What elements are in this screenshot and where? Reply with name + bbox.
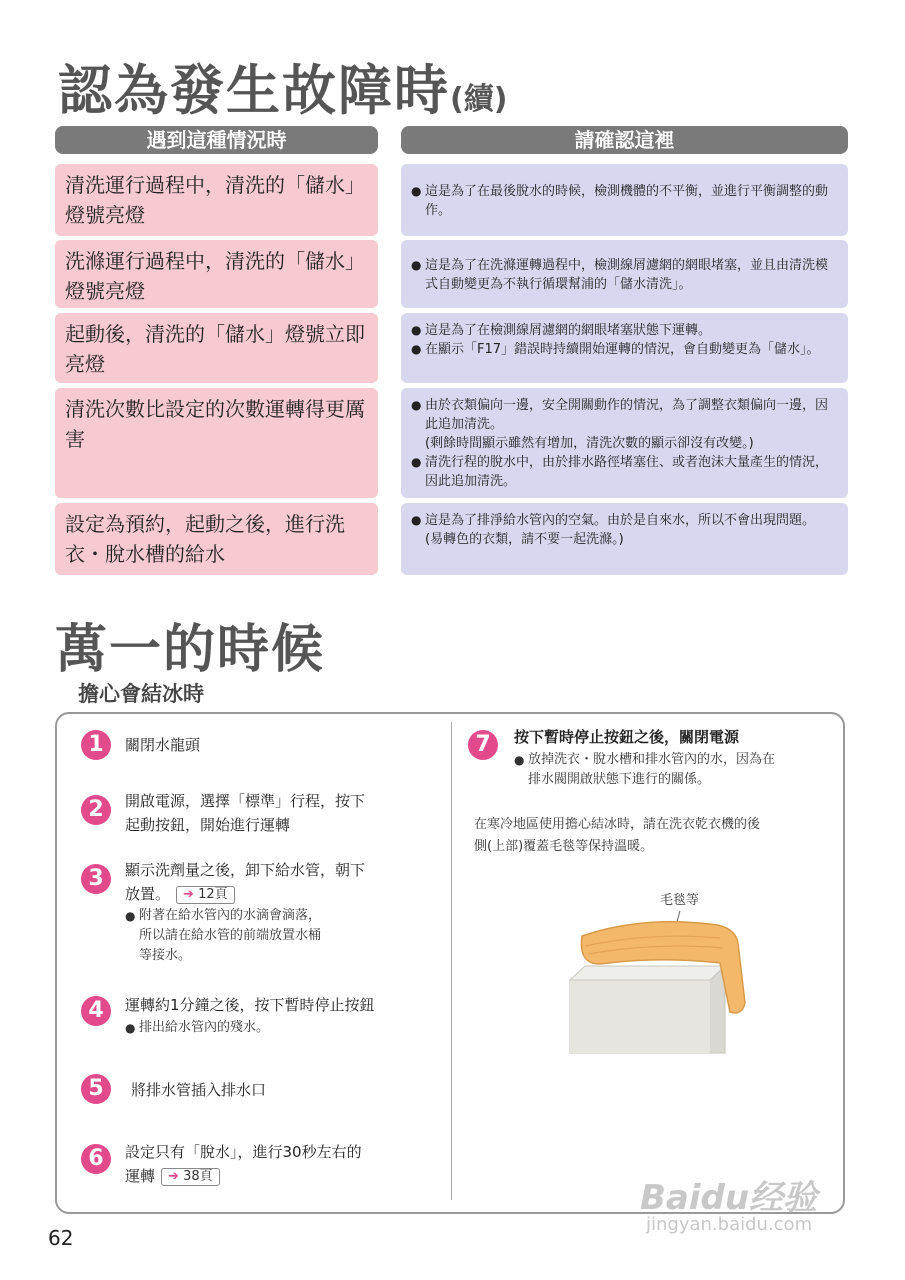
page-ref-label: 12頁 — [198, 886, 228, 902]
arrow-right-icon: ➔ — [168, 1168, 179, 1184]
note-item: ● 這是為了在檢測線屑濾網的網眼堵塞狀態下運轉。 — [411, 321, 838, 340]
step-number: 3 — [81, 864, 111, 894]
note-item: ● 清洗行程的脫水中，由於排水路徑堵塞住、或者泡沫大量產生的情況，因此追加清洗。 — [411, 453, 838, 491]
note-line: ● 排出給水管內的殘水。 — [125, 1018, 269, 1038]
step-number: 4 — [81, 996, 111, 1026]
step-text — [125, 1140, 362, 1188]
note-item: ● 這是為了排淨給水管內的空氣。由於是自來水，所以不會出現問題。 — [411, 511, 838, 530]
section-subtitle: 擔心會結冰時 — [78, 682, 204, 706]
page-ref — [161, 1168, 220, 1186]
title-cont: (續) — [450, 82, 508, 117]
step-line: 運轉 — [125, 1167, 156, 1185]
note-extra: (剩餘時間顯示雖然有增加，清洗次數的顯示卻沒有改變。) — [425, 436, 754, 451]
step-line: 設定只有「脫水」，進行30秒左右的 — [125, 1143, 362, 1161]
left-column-header: 遇到這種情況時 — [55, 126, 378, 154]
check-cell — [401, 313, 848, 383]
note-line: 等接水。 — [139, 948, 192, 963]
step-line: 起動按鈕，開始進行運轉 — [125, 816, 291, 834]
step-note — [125, 1018, 269, 1038]
cold-region-note — [474, 814, 760, 858]
step-text — [125, 789, 365, 837]
right-column-header: 請確認這裡 — [401, 126, 848, 154]
note-item: ● 由於衣類偏向一邊，安全開關動作的情況，為了調整衣類偏向一邊，因此追加清洗。 — [411, 396, 838, 434]
washer-blanket-illustration — [560, 908, 760, 1058]
watermark-url: jingyan.baidu.com — [646, 1214, 813, 1235]
arrow-right-icon: ➔ — [183, 886, 194, 902]
note-line: 排水閥開啟狀態下進行的關係。 — [528, 772, 711, 787]
step-number: 7 — [468, 730, 498, 760]
page-ref-label: 38頁 — [183, 1168, 213, 1184]
note-line: ● 附著在給水管內的水滴會滴落， — [125, 906, 321, 926]
step-line: 放置。 — [125, 885, 171, 903]
section-title: 萬一的時候 — [55, 620, 326, 680]
check-cell — [401, 388, 848, 498]
check-cell — [401, 164, 848, 236]
step-number: 1 — [81, 730, 111, 760]
note-item: ● 在顯示「F17」錯誤時持續開始運轉的情況，會自動變更為「儲水」。 — [411, 340, 838, 359]
step-note — [125, 906, 321, 966]
page-title — [58, 48, 507, 125]
step-number: 2 — [81, 795, 111, 825]
blanket-label: 毛毯等 — [660, 893, 700, 908]
situation-cell: 起動後，清洗的「儲水」燈號立即亮燈 — [55, 313, 378, 383]
title-main: 認為發生故障時 — [58, 59, 450, 122]
page-number: 62 — [48, 1226, 74, 1250]
check-cell — [401, 240, 848, 308]
page-ref — [176, 886, 235, 904]
check-cell — [401, 503, 848, 575]
note-line: ● 放掉洗衣・脫水槽和排水管內的水，因為在 — [514, 750, 775, 770]
situation-cell: 清洗運行過程中，清洗的「儲水」燈號亮燈 — [55, 164, 378, 236]
step-text: 將排水管插入排水口 — [131, 1081, 267, 1099]
situation-cell: 洗滌運行過程中，清洗的「儲水」燈號亮燈 — [55, 240, 378, 308]
step-number: 6 — [81, 1144, 111, 1174]
note-line: 側(上部)覆蓋毛毯等保持溫暖。 — [474, 839, 654, 854]
step-note — [514, 750, 775, 790]
step-text — [125, 858, 365, 906]
note-extra: (易轉色的衣類，請不要一起洗滌。) — [425, 532, 624, 547]
panel-divider — [451, 722, 452, 1200]
step-text: 運轉約1分鐘之後，按下暫時停止按鈕 — [125, 996, 375, 1014]
situation-cell: 清洗次數比設定的次數運轉得更厲害 — [55, 388, 378, 498]
note-item: ● 這是為了在最後脫水的時候，檢測機體的不平衡，並進行平衡調整的動作。 — [411, 182, 838, 220]
note-line: 所以請在給水管的前端放置水桶 — [139, 928, 322, 943]
note-item: ● 這是為了在洗滌運轉過程中，檢測線屑濾網的網眼堵塞，並且由清洗模式自動變更為不執行循環幫浦的「儲水清洗」。 — [411, 256, 838, 294]
step-line: 開啟電源，選擇「標準」行程，按下 — [125, 792, 366, 810]
step-number: 5 — [81, 1074, 111, 1104]
watermark-logo: Baidu经验 — [640, 1178, 818, 1218]
note-line: 在寒冷地區使用擔心結冰時，請在洗衣乾衣機的後 — [474, 817, 761, 832]
step-text: 按下暫時停止按鈕之後，關閉電源 — [514, 728, 740, 746]
step-text: 關閉水龍頭 — [125, 736, 201, 754]
step-line: 顯示洗劑量之後，卸下給水管，朝下 — [125, 861, 366, 879]
situation-cell: 設定為預約，起動之後，進行洗衣・脫水槽的給水 — [55, 503, 378, 575]
